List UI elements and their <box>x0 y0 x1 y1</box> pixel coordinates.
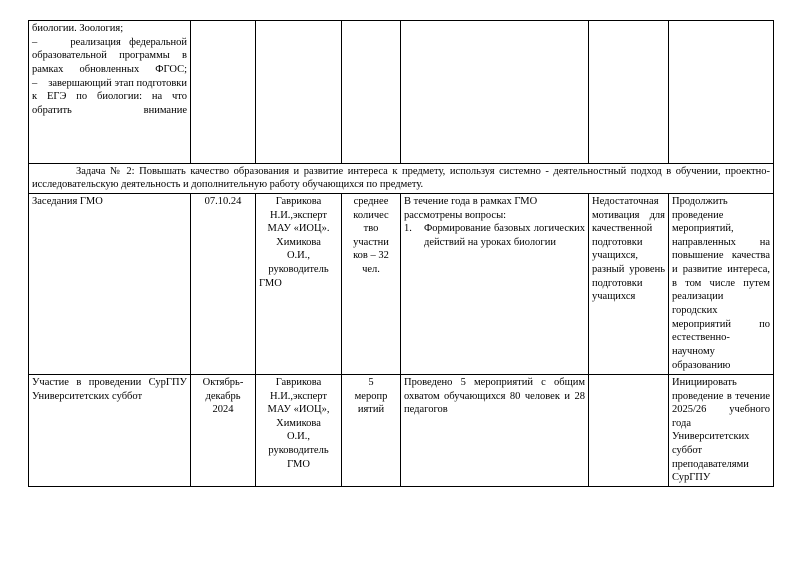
count-line: 5 <box>368 376 374 388</box>
responsible-line: МАУ «ИОЦ». <box>267 223 330 235</box>
cell-result: Проведено 5 мероприятий с общим охватом обучающихся 80 человек и 28 педагогов <box>401 374 589 486</box>
count-line: меропр <box>354 390 388 402</box>
result-item-number: 1. <box>404 223 412 235</box>
responsible-line: ГМО <box>287 458 310 470</box>
task-line-2: исследовательскую деятельность и дополнительную работу обучающихся по предмету. <box>32 179 424 191</box>
table-row-continued <box>29 21 774 164</box>
cell-date-continued <box>191 21 256 164</box>
cell-date: 07.10.24 <box>191 193 256 374</box>
cell-responsible-continued <box>256 21 342 164</box>
count-line: среднее <box>353 195 389 207</box>
date-line: 2024 <box>212 404 234 416</box>
date-line: декабрь <box>205 390 241 402</box>
cell-responsible <box>256 374 342 486</box>
table-row <box>29 374 774 486</box>
count-line: тво <box>363 223 379 235</box>
task-line-1: Задача № 2: Повышать качество образования и развитие интереса к предмету, используя системно - деятельностный подход в обучении, проектно- <box>76 166 770 177</box>
table-row <box>29 193 774 374</box>
cell-date <box>191 374 256 486</box>
result-item-text: Формирование базовых логических действий на уроках биологии <box>424 223 585 248</box>
responsible-line: ГМО <box>259 277 282 289</box>
cell-problems <box>589 374 669 486</box>
responsible-line: Химикова <box>276 236 321 248</box>
responsible-line: О.И., <box>286 250 311 262</box>
result-item <box>404 222 585 249</box>
cell-participant-count <box>342 193 401 374</box>
cell-recommendations-continued <box>669 21 774 164</box>
count-line: иятий <box>357 404 385 416</box>
table-row-task-header <box>29 164 774 194</box>
responsible-line: О.И., <box>286 431 311 443</box>
result-item-list <box>404 222 585 249</box>
responsible-line: Гаврикова <box>275 376 322 388</box>
continued-line-2: – реализация федеральной образовательной программы в рамках обновленных ФГОС; <box>32 36 188 75</box>
cell-activity: Участие в проведении СурГПУ Университетских суббот <box>29 374 191 486</box>
count-line: участни <box>353 236 389 248</box>
cell-result-continued <box>401 21 589 164</box>
responsible-line: Гаврикова <box>275 195 322 207</box>
cell-problems-continued <box>589 21 669 164</box>
cell-participant-count <box>342 374 401 486</box>
cell-recommendations: Инициировать проведение в течение 2025/26 учебного года Университетских суббот преподавателями СурГПУ <box>669 374 774 486</box>
date-line: Октябрь- <box>202 376 244 388</box>
cell-count-continued <box>342 21 401 164</box>
cell-responsible <box>256 193 342 374</box>
count-line: количес <box>353 209 389 221</box>
responsible-line: Н.И.,эксперт <box>269 390 328 402</box>
count-line: чел. <box>362 264 380 276</box>
result-intro-line: В течение года в рамках ГМО <box>404 195 538 207</box>
task-statement <box>29 164 774 194</box>
responsible-line: руководитель <box>268 445 329 457</box>
continued-line-3: – завершающий этап подготовки к ЕГЭ по биологии: на что обратить внимание <box>32 77 187 116</box>
cell-result <box>401 193 589 374</box>
cell-activity-continued <box>29 21 191 164</box>
responsible-line: Химикова <box>276 417 321 429</box>
cell-problems: Недостаточная мотивация для качественной подготовки учащихся, разный уровень подготовки учащихся <box>589 193 669 374</box>
cell-activity: Заседания ГМО <box>29 193 191 374</box>
responsible-line: Н.И.,эксперт <box>269 209 328 221</box>
responsible-line: МАУ «ИОЦ», <box>267 404 330 416</box>
count-line: ков – 32 <box>353 250 389 262</box>
cell-recommendations: Продолжить проведение мероприятий, направленных на повышение качества и развитие интереса, в том числе путем реализации городских мероприятий по естественно-научному образованию <box>669 193 774 374</box>
responsible-line: руководитель <box>268 264 329 276</box>
result-intro-line: рассмотрены вопросы: <box>404 209 507 221</box>
report-table <box>28 20 774 487</box>
continued-line-1: биологии. Зоология; <box>32 23 124 34</box>
